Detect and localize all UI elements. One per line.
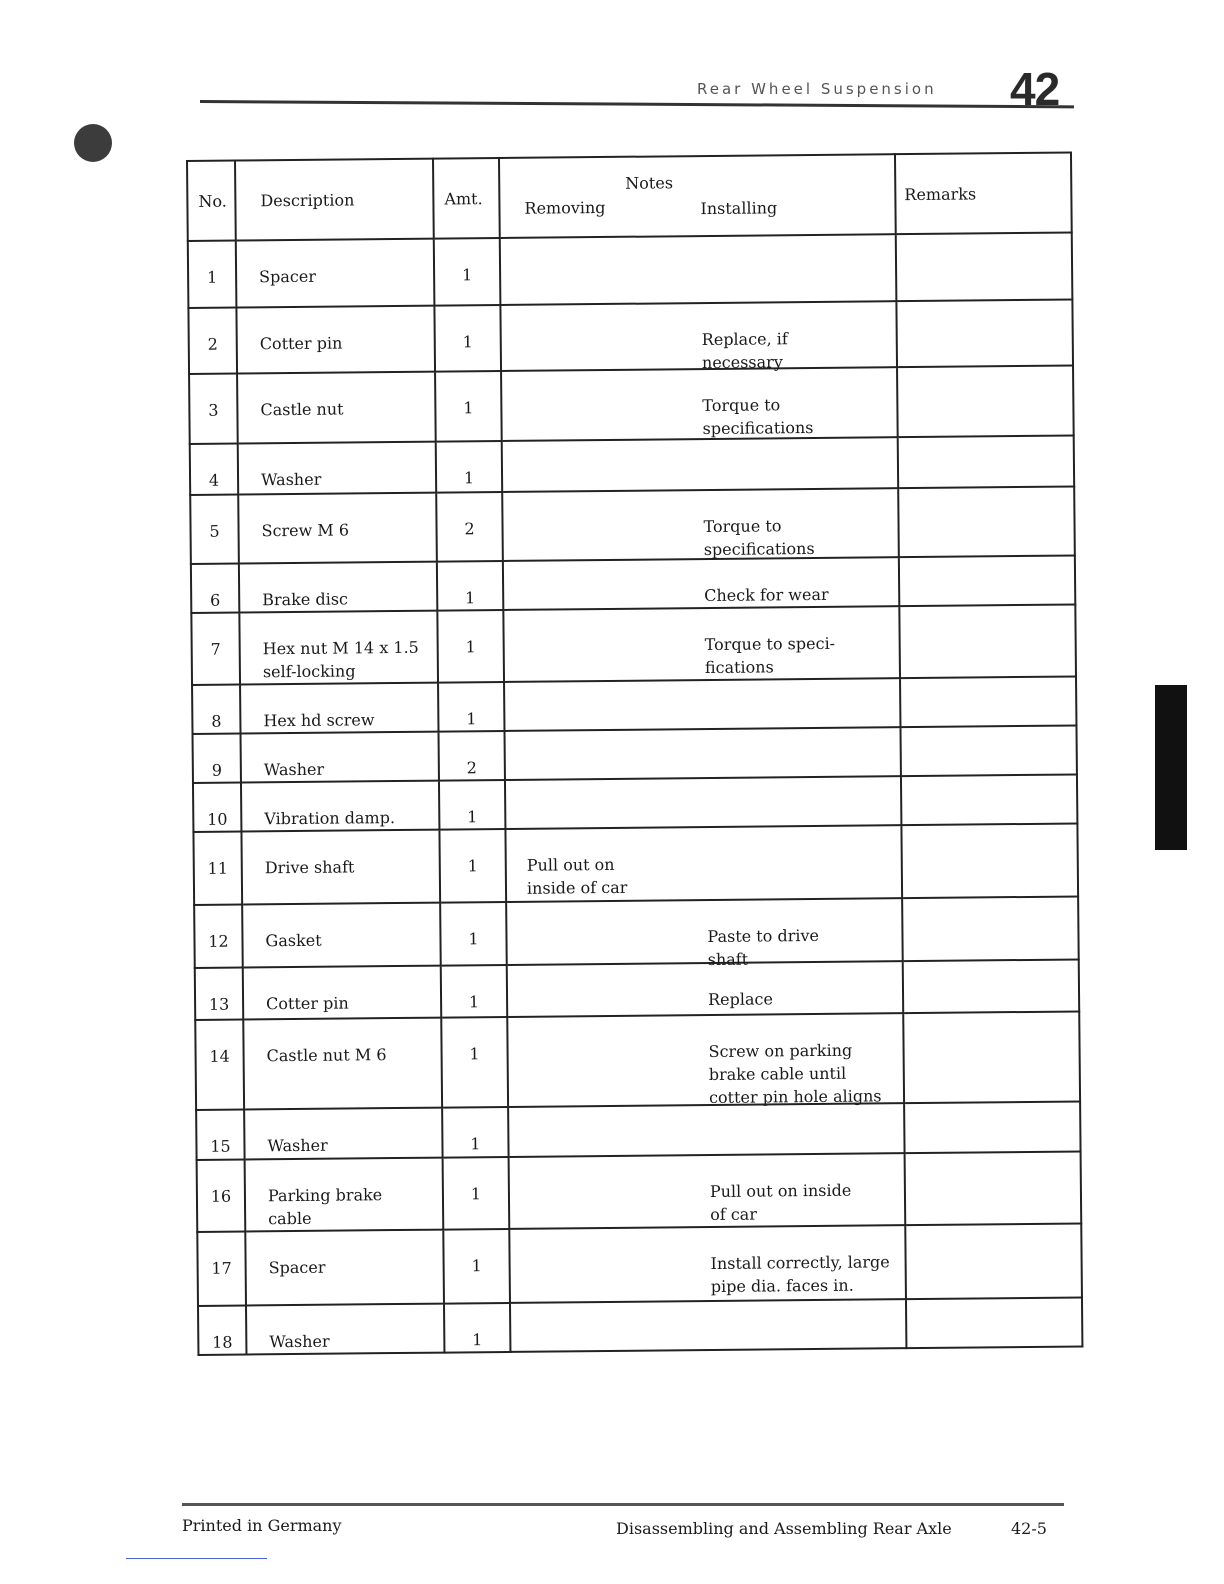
table-row: [197, 1223, 1082, 1305]
amount-value: 1: [465, 588, 476, 608]
item-number: 6: [210, 590, 221, 610]
amount-cell: [436, 441, 502, 493]
amount-cell: [435, 371, 502, 442]
table-row: [190, 435, 1074, 494]
amount-cell: [438, 731, 504, 781]
description-cell: [239, 611, 438, 685]
description-line: Washer: [269, 1331, 330, 1352]
item-number-cell: [192, 685, 240, 734]
amount-cell: [437, 561, 503, 611]
installing-note-line: specifications: [702, 417, 814, 439]
description-cell: [237, 372, 436, 444]
installing-note-line: specifications: [703, 538, 815, 560]
description-cell: [245, 1158, 444, 1232]
description-line: Washer: [260, 469, 322, 490]
description-cell: [246, 1304, 444, 1355]
notes-cell: [500, 301, 897, 371]
description-cell: [244, 1108, 442, 1160]
remarks-cell: [903, 1011, 1080, 1103]
amount-cell: [434, 238, 501, 306]
remarks-cell: [900, 725, 1076, 776]
table-row: [195, 959, 1079, 1019]
table-row: [198, 1297, 1082, 1354]
item-number: 18: [212, 1332, 233, 1352]
description-line: Hex hd screw: [263, 710, 375, 731]
col-header-remarks: Remarks: [895, 153, 1072, 235]
notes-removing-header: Removing: [524, 197, 606, 218]
remarks-cell: [905, 1151, 1082, 1225]
amount-value: 1: [467, 856, 478, 876]
item-number: 16: [210, 1186, 232, 1206]
page-number: 42-5: [1011, 1519, 1047, 1538]
table-row: [190, 486, 1075, 563]
item-number-cell: [191, 564, 239, 613]
col-header-no: No.: [187, 161, 236, 241]
remarks-cell: [901, 774, 1077, 825]
installing-note-line: pipe dia. faces in.: [710, 1275, 854, 1297]
section-title: Rear Wheel Suspension: [697, 80, 937, 98]
description-cell: [241, 830, 440, 905]
amount-value: 1: [467, 807, 478, 827]
item-number-cell: [194, 904, 243, 967]
table-header-row: [187, 153, 1072, 241]
table-row: [192, 676, 1076, 733]
item-number: 7: [210, 639, 221, 659]
item-number: 1: [206, 267, 218, 287]
installing-note-line: shaft: [707, 949, 749, 970]
description-line: Castle nut: [260, 399, 344, 420]
amount-cell: [438, 682, 504, 732]
notes-cell: [504, 727, 900, 780]
installing-note-line: of car: [710, 1204, 758, 1225]
remarks-cell: [906, 1297, 1082, 1348]
table-row: [189, 365, 1074, 443]
footer-printed: Printed in Germany: [182, 1516, 342, 1535]
notes-cell: [501, 367, 898, 441]
footer-rule: [182, 1503, 1064, 1506]
item-number: 15: [210, 1136, 231, 1156]
table-row: [191, 555, 1075, 612]
binder-hole: [74, 124, 112, 162]
item-number-cell: [190, 444, 238, 495]
col-header-amount: Amt.: [433, 158, 500, 239]
item-number: 10: [207, 809, 228, 829]
notes-cell: [502, 437, 898, 492]
amount-value: 1: [468, 992, 480, 1012]
notes-cell: [510, 1299, 906, 1352]
description-line: Parking brake: [267, 1185, 383, 1206]
notes-cell: [500, 234, 897, 305]
description-line: Spacer: [268, 1257, 326, 1278]
section-number: 42: [1010, 63, 1060, 115]
description-line: Brake disc: [262, 589, 349, 610]
description-cell: [242, 903, 441, 968]
notes-cell: [506, 898, 903, 970]
remarks-cell: [897, 365, 1074, 437]
description-line: Gasket: [265, 930, 322, 951]
installing-note-line: Replace, if: [701, 329, 788, 350]
amount-cell: [443, 1157, 510, 1230]
notes-cell: [505, 825, 902, 902]
description-line: Castle nut M 6: [266, 1045, 387, 1066]
item-number: 11: [207, 858, 229, 878]
item-number-cell: [191, 613, 240, 685]
amount-value: 1: [472, 1330, 483, 1350]
notes-cell: [509, 1153, 906, 1229]
table-row: [194, 896, 1079, 967]
notes-cell: [507, 1013, 904, 1107]
item-number: 12: [208, 931, 229, 951]
installing-note-line: Pull out on inside: [709, 1180, 852, 1202]
installing-note-line: cotter pin hole aligns: [708, 1086, 882, 1108]
item-number: 3: [208, 400, 219, 420]
remarks-cell: [896, 299, 1073, 367]
remarks-cell: [898, 435, 1074, 488]
item-number: 2: [207, 334, 218, 354]
table-row: [193, 774, 1077, 831]
item-number: 8: [211, 711, 222, 731]
table-row: [196, 1101, 1080, 1159]
installing-note-line: brake cable until: [708, 1063, 847, 1085]
item-number-cell: [198, 1305, 246, 1354]
table-row: [195, 1011, 1080, 1109]
table-row: [193, 725, 1077, 782]
description-cell: [241, 732, 439, 783]
table-row: [197, 1151, 1082, 1231]
table-row: [188, 299, 1073, 373]
parts-table: [186, 151, 1083, 1355]
amount-cell: [440, 902, 507, 966]
amount-cell: [439, 829, 506, 903]
blue-underline: [126, 1558, 267, 1559]
item-number: 14: [209, 1046, 230, 1066]
notes-cell: [508, 1103, 904, 1157]
amount-value: 1: [463, 398, 474, 418]
description-cell: [241, 781, 439, 832]
amount-value: 2: [464, 519, 475, 539]
col-header-description: Description: [235, 159, 434, 241]
amount-value: 1: [463, 468, 475, 488]
installing-note-line: Paste to drive: [707, 925, 820, 947]
notes-cell: [502, 488, 899, 561]
item-number: 5: [209, 521, 220, 541]
item-number-cell: [189, 374, 238, 444]
remarks-cell: [898, 486, 1075, 557]
description-line: Screw M 6: [261, 520, 350, 541]
notes-cell: [505, 776, 901, 829]
remarks-cell: [905, 1223, 1082, 1299]
remarks-cell: [900, 676, 1076, 727]
table-row: [193, 823, 1078, 904]
description-cell: [238, 493, 437, 564]
item-number-cell: [195, 967, 243, 1019]
notes-installing-header: Installing: [700, 198, 778, 219]
amount-value: 1: [470, 1134, 481, 1154]
removing-note-line: inside of car: [526, 877, 628, 898]
col-header-notes: [499, 154, 896, 238]
section-tab-marker: [1155, 685, 1187, 850]
footer-chapter-title: Disassembling and Assembling Rear Axle: [616, 1519, 952, 1538]
description-line: Cotter pin: [266, 993, 349, 1014]
description-line: Washer: [267, 1135, 328, 1156]
amount-cell: [439, 780, 505, 830]
description-cell: [236, 239, 435, 308]
item-number: 17: [211, 1258, 232, 1278]
installing-note-line: necessary: [701, 352, 783, 373]
amount-value: 1: [462, 332, 473, 352]
amount-value: 1: [461, 265, 473, 285]
amount-value: 1: [470, 1184, 482, 1204]
amount-value: 1: [468, 929, 479, 949]
installing-note-line: Torque to: [702, 395, 781, 416]
item-number-cell: [190, 495, 239, 564]
amount-cell: [441, 1017, 508, 1108]
remarks-cell: [903, 959, 1079, 1013]
description-cell: [240, 683, 438, 734]
amount-value: 1: [465, 637, 476, 657]
description-line: self-locking: [262, 661, 356, 682]
item-number-cell: [188, 241, 237, 308]
remarks-cell: [899, 555, 1075, 606]
notes-cell: [509, 1225, 906, 1303]
installing-note-line: Replace: [707, 989, 774, 1010]
installing-note-line: Install correctly, large: [710, 1252, 890, 1274]
item-number: 9: [211, 760, 223, 780]
amount-cell: [434, 305, 501, 372]
notes-cell: [507, 961, 903, 1017]
remarks-cell: [901, 823, 1078, 898]
item-number-cell: [195, 1019, 244, 1109]
description-cell: [239, 562, 437, 613]
amount-value: 1: [466, 709, 477, 729]
amount-cell: [441, 965, 507, 1018]
notes-cell: [503, 606, 900, 682]
description-cell: [238, 442, 436, 495]
amount-value: 1: [471, 1256, 482, 1276]
notes-cell: [504, 678, 900, 731]
description-cell: [243, 1018, 442, 1110]
description-cell: [236, 306, 435, 374]
item-number-cell: [193, 831, 242, 904]
installing-note-line: fications: [704, 657, 774, 678]
table-body: [188, 233, 1083, 1355]
item-number-cell: [196, 1109, 244, 1159]
remarks-cell: [902, 896, 1079, 961]
description-line: Spacer: [259, 266, 317, 287]
amount-cell: [444, 1303, 510, 1353]
removing-note-line: Pull out on: [526, 854, 615, 875]
description-line: Vibration damp.: [264, 808, 396, 829]
amount-value: 2: [466, 758, 478, 778]
description-line: Drive shaft: [264, 857, 355, 878]
item-number: 13: [208, 994, 230, 1014]
description-cell: [245, 1230, 444, 1306]
remarks-cell: [896, 233, 1073, 302]
installing-note-line: Torque to: [703, 516, 782, 537]
installing-note-line: Torque to speci-: [704, 633, 836, 655]
item-number-cell: [188, 308, 237, 374]
item-number: 4: [208, 470, 220, 490]
table-row: [191, 604, 1076, 684]
item-number-cell: [193, 783, 241, 832]
item-number-cell: [197, 1159, 246, 1231]
notes-title: Notes: [625, 173, 674, 193]
description-cell: [243, 966, 441, 1020]
description-line: Hex nut M 14 x 1.5: [262, 637, 419, 659]
item-number-cell: [197, 1231, 246, 1305]
amount-cell: [437, 610, 504, 683]
item-number-cell: [193, 734, 241, 783]
remarks-cell: [904, 1101, 1080, 1153]
amount-cell: [443, 1229, 510, 1304]
notes-cell: [503, 557, 899, 610]
installing-note-line: Check for wear: [704, 584, 829, 606]
amount-cell: [436, 492, 503, 562]
installing-note-line: Screw on parking: [708, 1040, 853, 1062]
amount-value: 1: [469, 1044, 480, 1064]
remarks-cell: [899, 604, 1076, 678]
header-rule: [200, 100, 1074, 108]
description-line: Washer: [263, 759, 325, 780]
description-line: cable: [268, 1208, 312, 1229]
amount-cell: [442, 1107, 508, 1158]
table-row: [188, 233, 1073, 308]
description-line: Cotter pin: [259, 333, 343, 354]
